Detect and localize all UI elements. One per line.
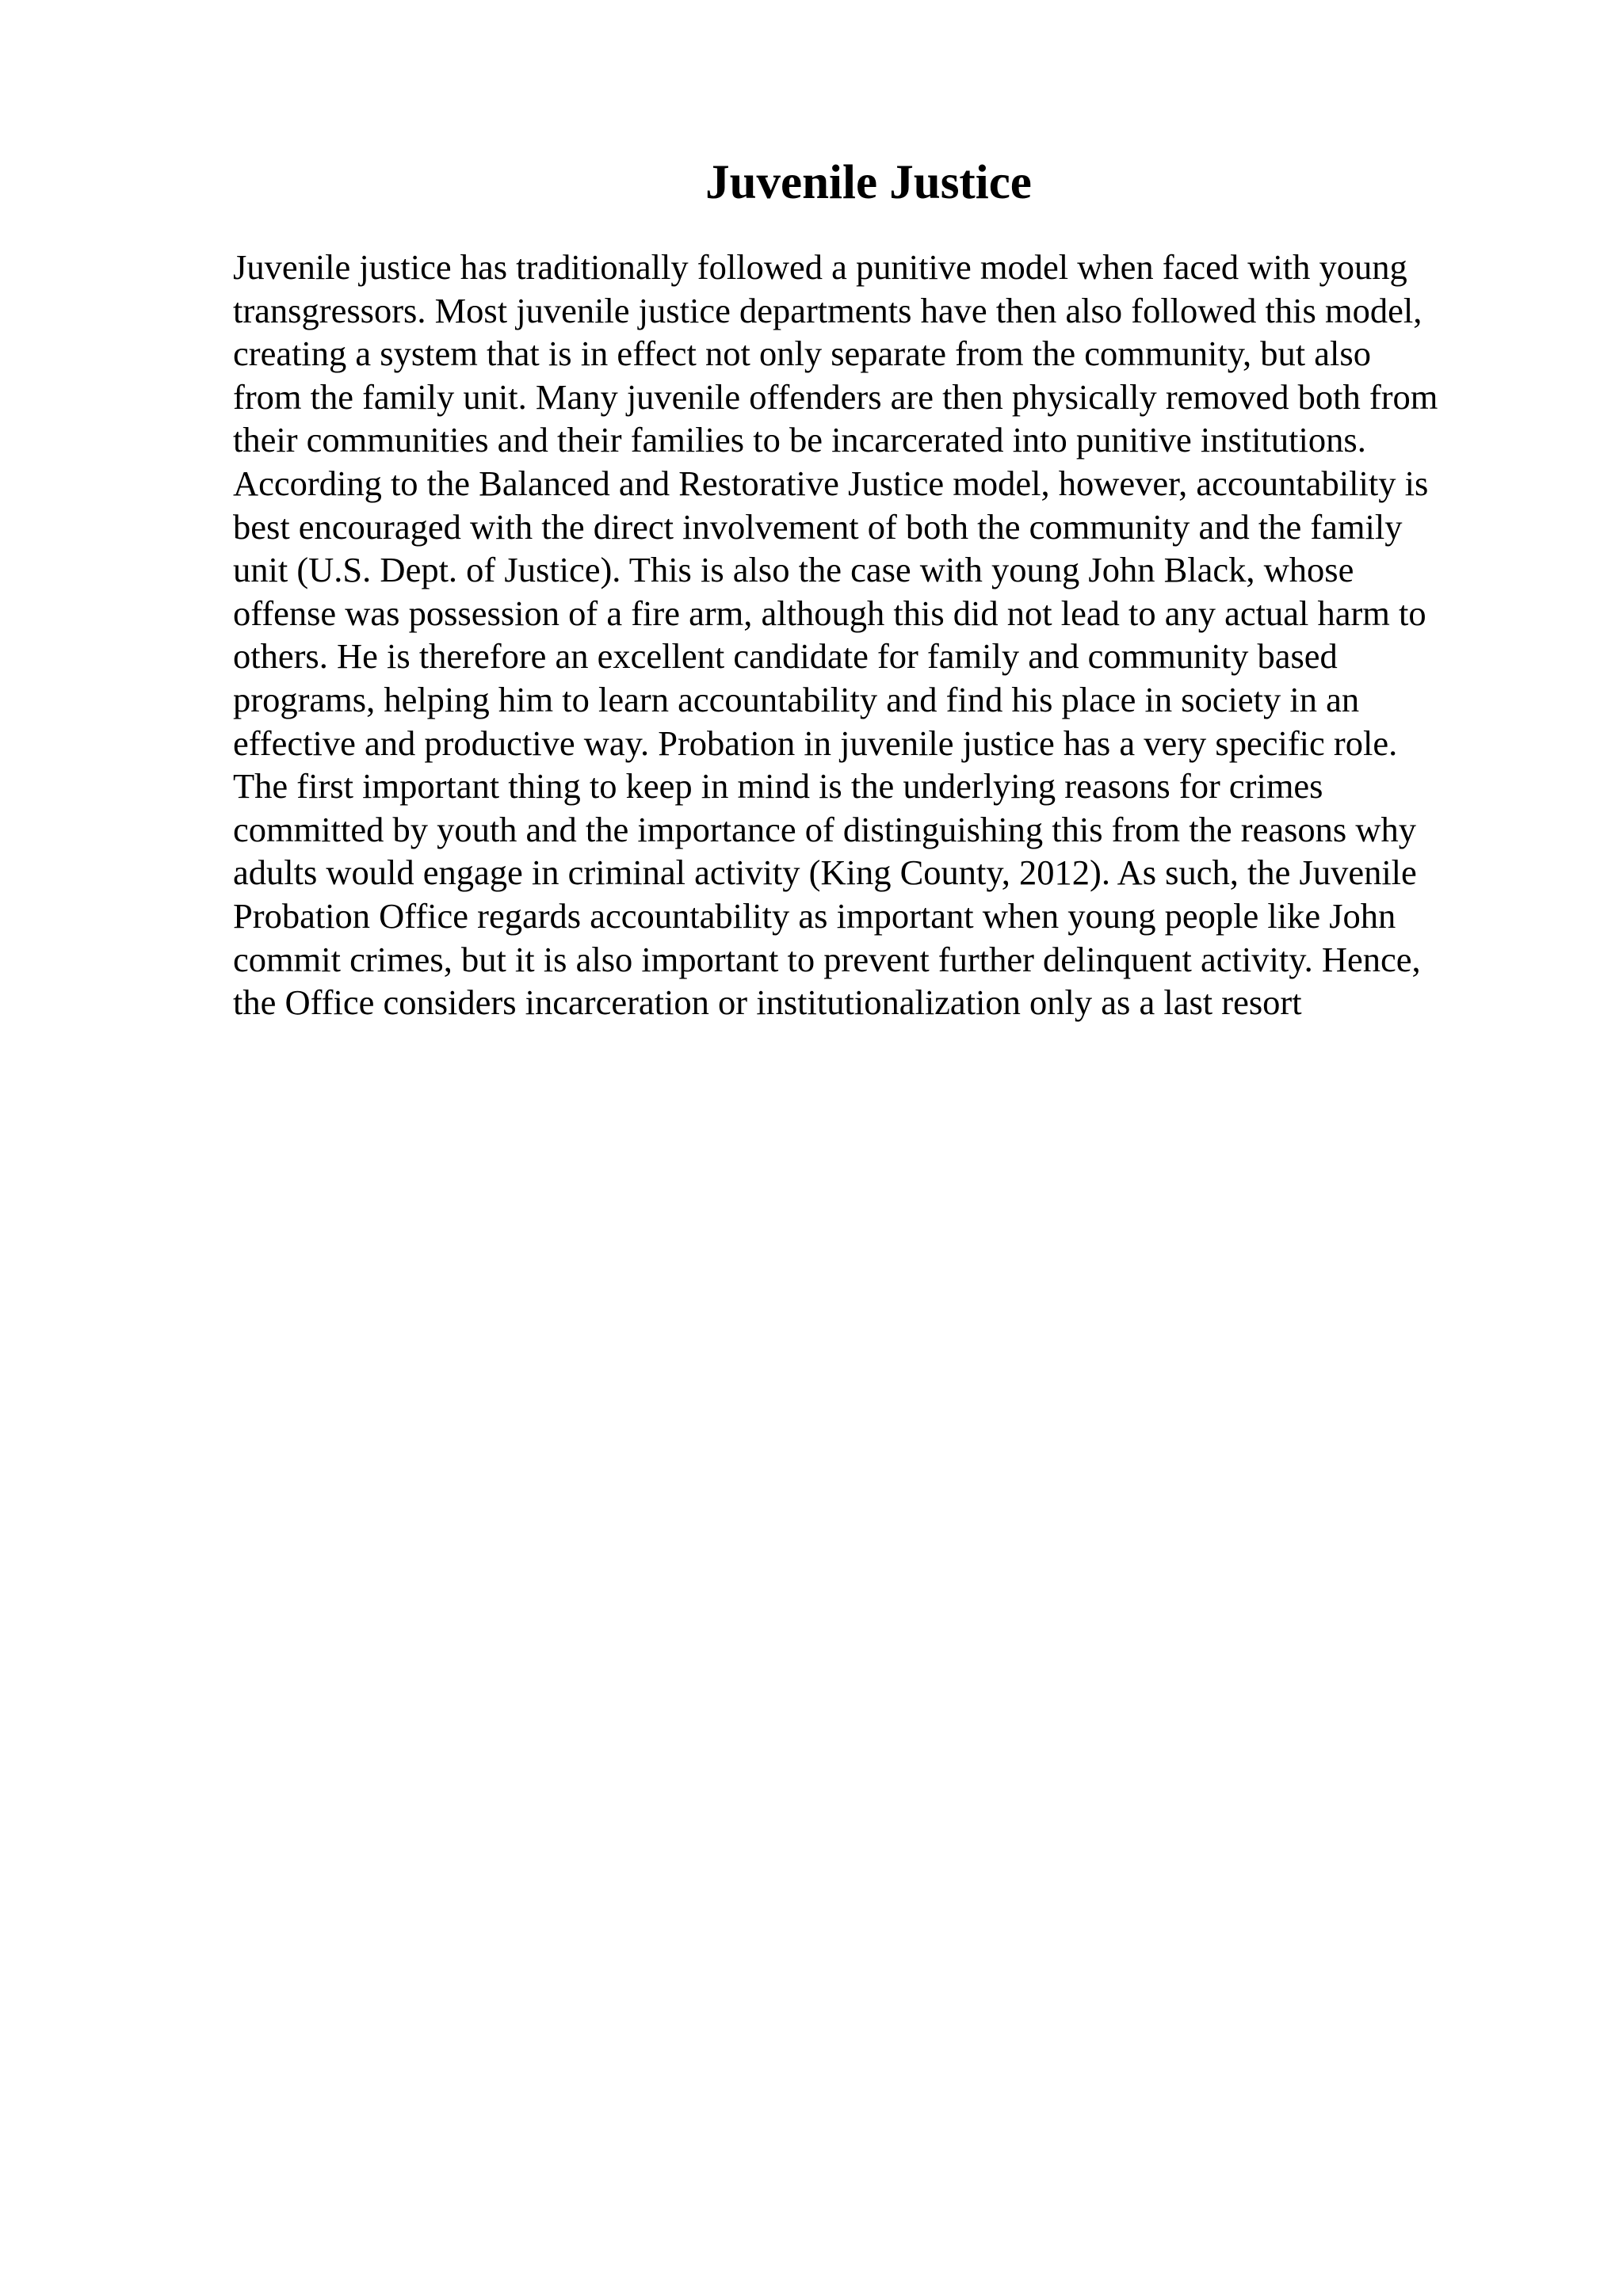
body-line: programs, helping him to learn accountability and find his place in society in an bbox=[233, 679, 1360, 719]
body-line: offense was possession of a fire arm, although this did not lead to any actual harm to bbox=[233, 593, 1426, 633]
document-body bbox=[233, 246, 1533, 1024]
body-line: unit (U.S. Dept. of Justice). This is also the case with young John Black, whose bbox=[233, 550, 1354, 590]
body-line: creating a system that is in effect not only separate from the community, but also bbox=[233, 334, 1371, 374]
body-line: commit crimes, but it is also important to prevent further delinquent activity. Hence, bbox=[233, 939, 1421, 979]
body-line: others. He is therefore an excellent candidate for family and community based bbox=[233, 636, 1338, 677]
body-line: According to the Balanced and Restorative Justice model, however, accountability is bbox=[233, 463, 1429, 503]
document-title: Juvenile Justice bbox=[705, 156, 1032, 209]
body-line: effective and productive way. Probation in juvenile justice has a very specific role. bbox=[233, 723, 1398, 763]
body-line: best encouraged with the direct involvement of both the community and the family bbox=[233, 506, 1403, 547]
body-line: from the family unit. Many juvenile offenders are then physically removed both from bbox=[233, 376, 1438, 417]
body-line: adults would engage in criminal activity (King County, 2012). As such, the Juvenile bbox=[233, 852, 1417, 893]
body-line: the Office considers incarceration or institutionalization only as a last resort bbox=[233, 982, 1302, 1023]
body-line: Juvenile justice has traditionally followed a punitive model when faced with young bbox=[233, 247, 1407, 287]
body-line: Probation Office regards accountability as important when young people like John bbox=[233, 895, 1396, 936]
body-line: The first important thing to keep in mind is the underlying reasons for crimes bbox=[233, 766, 1323, 807]
body-line: committed by youth and the importance of distinguishing this from the reasons why bbox=[233, 809, 1416, 849]
body-line: their communities and their families to be incarcerated into punitive institutions. bbox=[233, 420, 1366, 460]
body-line: transgressors. Most juvenile justice departments have then also followed this model, bbox=[233, 290, 1423, 330]
